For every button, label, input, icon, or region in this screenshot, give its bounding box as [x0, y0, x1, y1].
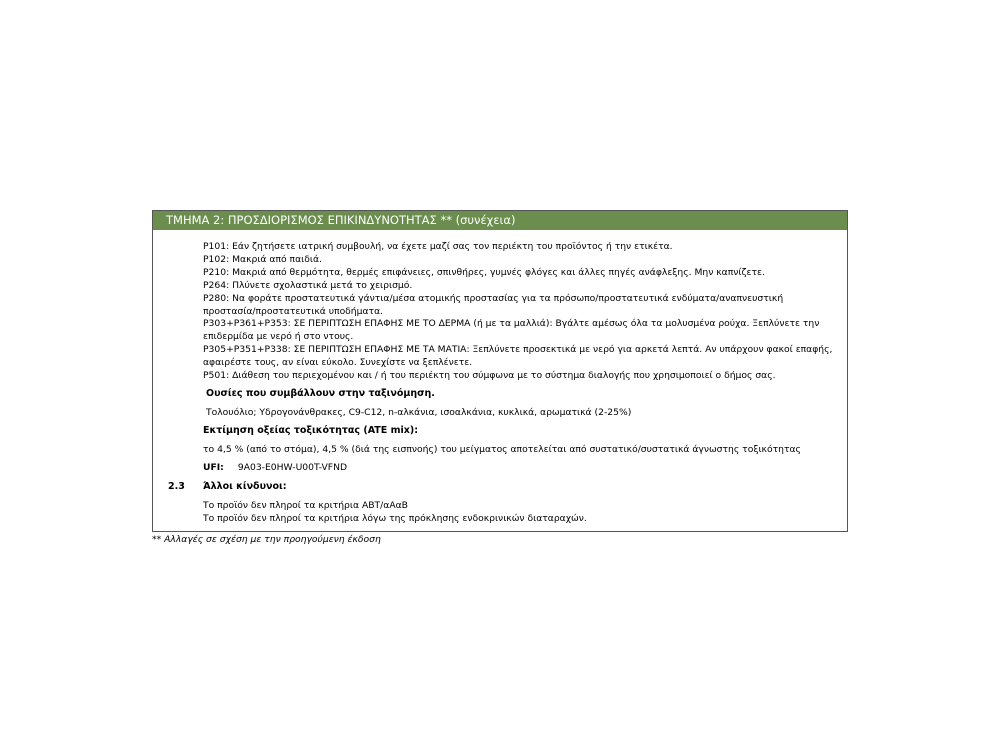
statement-p280: P280: Να φοράτε προστατευτικά γάντια/μέσα ατομικής προστασίας για τα πρόσωπο/προστατευτικά ενδύματα/αναπνευστική προστασία/προστατευτικά υποδήματα. — [203, 292, 784, 317]
acute-toxicity-text: το 4,5 % (από το στόμα), 4,5 % (διά της εισπνοής) του μείγματος αποτελείται από συστατικό/συστατικά άγνωστης τοξικότητας — [203, 444, 801, 455]
ufi-value: 9A03-E0HW-U00T-VFND — [237, 462, 348, 473]
acute-toxicity-heading: Εκτίμηση οξείας τοξικότητας (ATE mix): — [203, 425, 419, 436]
revision-footnote: ** Αλλαγές σε σχέση με την προηγούμενη έκδοση — [152, 534, 381, 545]
statement-p501: P501: Διάθεση του περιεχομένου και / ή του περιέκτη του σύμφωνα με το σύστημα διαλογής που χρησιμοποιεί ο δήμος σας. — [203, 370, 776, 382]
other-hazards-heading: Άλλοι κίνδυνοι: — [203, 481, 287, 492]
precautionary-statements-list — [203, 241, 833, 383]
statement-p305: P305+P351+P338: ΣΕ ΠΕΡΙΠΤΩΣΗ ΕΠΑΦΗΣ ΜΕ ΤΑ ΜΑΤΙΑ: Ξεπλύνετε προσεκτικά με νερό για αρκετά λεπτά. Αν υπάρχουν φακοί επαφής, αφαιρέστε τους, αν είναι εύκολο. Συνεχίστε να ξεπλένετε. — [203, 344, 833, 369]
subsection-number: 2.3 — [168, 481, 185, 492]
statement-p264: P264: Πλύνετε σχολαστικά μετά το χειρισμό. — [203, 279, 413, 291]
other-hazards-line-2: Το προϊόν δεν πληροί τα κριτήρια λόγω της πρόκλησης ενδοκρινικών διαταραχών. — [203, 513, 587, 524]
hazards-section — [152, 210, 848, 532]
ufi-label: UFI: — [203, 462, 224, 473]
ufi-line — [203, 461, 347, 474]
other-hazards-line-1: Το προϊόν δεν πληροί τα κριτήρια ΑΒΤ/αΑαΒ — [203, 500, 408, 511]
statement-p102: P102: Μακριά από παιδιά. — [203, 253, 322, 265]
statement-p303: P303+P361+P353: ΣΕ ΠΕΡΙΠΤΩΣΗ ΕΠΑΦΗΣ ΜΕ ΤΟ ΔΕΡΜΑ (ή με τα μαλλιά): Βγάλτε αμέσως όλα τα μολυσμένα ρούχα. Ξεπλύνετε την επιδερμίδα με νερό ή στο ντους. — [203, 318, 820, 343]
statement-p101: P101: Εάν ζητήσετε ιατρική συμβουλή, να έχετε μαζί σας τον περιέκτη του προϊόντος ή την ετικέτα. — [203, 241, 673, 252]
statement-p210: P210: Μακριά από θερμότητα, θερμές επιφάνειες, σπινθήρες, γυμνές φλόγες και άλλες πηγές ανάφλεξης. Μην καπνίζετε. — [203, 266, 765, 278]
section-header: ΤΜΗΜΑ 2: ΠΡΟΣΔΙΟΡΙΣΜΟΣ ΕΠΙΚΙΝΔΥΝΟΤΗΤΑΣ ** (συνέχεια) — [153, 211, 847, 230]
contributing-substances-text: Τολουόλιο; Υδρογονάνθρακες, C9-C12, n-αλκάνια, ισοαλκάνια, κυκλικά, αρωματικά (2-25%) — [206, 407, 632, 418]
contributing-substances-heading: Ουσίες που συμβάλλουν στην ταξινόμηση. — [206, 388, 435, 399]
